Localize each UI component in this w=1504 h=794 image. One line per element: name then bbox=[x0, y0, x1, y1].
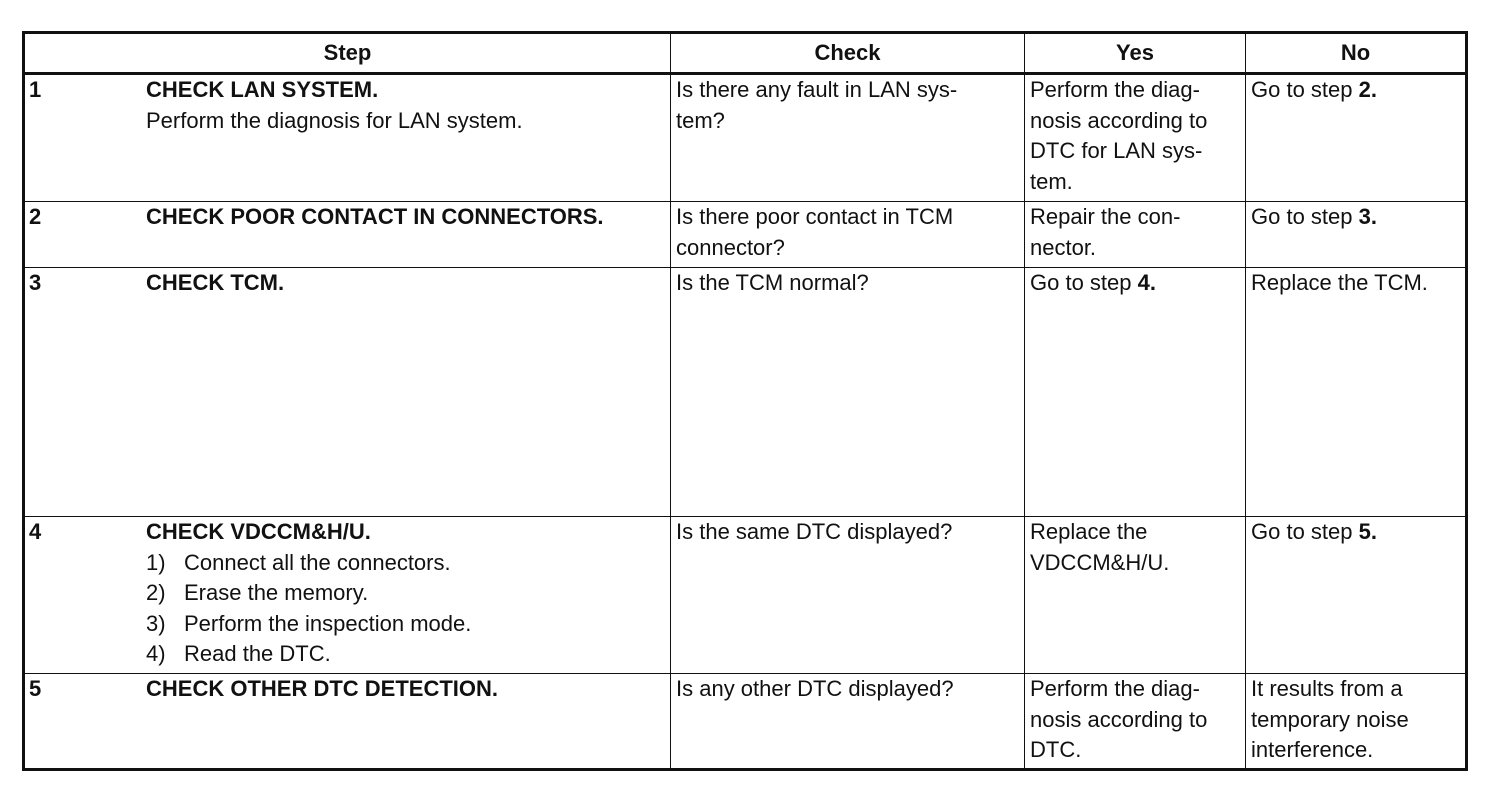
yes-cell: Replace the VDCCM&H/U. bbox=[1025, 517, 1246, 674]
substep-text: Erase the memory. bbox=[184, 580, 369, 605]
header-yes: Yes bbox=[1025, 33, 1246, 74]
no-cell bbox=[1246, 517, 1467, 674]
substep-text: Connect all the connectors. bbox=[184, 549, 451, 575]
table-row bbox=[24, 674, 1467, 770]
no-step-ref: 2. bbox=[1358, 77, 1377, 102]
table-row bbox=[24, 517, 1467, 674]
header-no: No bbox=[1246, 33, 1467, 74]
table-header-row bbox=[24, 33, 1467, 74]
step-cell bbox=[24, 74, 671, 202]
table-row bbox=[24, 202, 1467, 268]
step-number: 4 bbox=[29, 519, 42, 544]
list-item bbox=[146, 548, 666, 579]
check-cell: Is any other DTC displayed? bbox=[671, 674, 1025, 770]
yes-cell: Perform the diag- nosis according to DTC for LAN sys- tem. bbox=[1025, 74, 1246, 202]
no-text: Go to step bbox=[1251, 519, 1359, 544]
step-cell bbox=[24, 517, 671, 674]
substep-number: 3) bbox=[146, 610, 166, 636]
step-cell bbox=[24, 674, 671, 770]
step-title: CHECK LAN SYSTEM. bbox=[146, 77, 379, 102]
substep-number: 4) bbox=[146, 641, 166, 666]
list-item bbox=[146, 639, 666, 670]
no-cell: It results from a temporary noise interference. bbox=[1246, 674, 1467, 770]
yes-step-ref: 4. bbox=[1137, 270, 1156, 295]
step-number: 3 bbox=[29, 270, 42, 295]
header-check: Check bbox=[671, 33, 1025, 74]
header-step: Step bbox=[24, 33, 671, 74]
no-cell bbox=[1246, 74, 1467, 202]
yes-cell: Repair the con- nector. bbox=[1025, 202, 1246, 268]
step-number: 2 bbox=[29, 204, 42, 229]
check-cell: Is the TCM normal? bbox=[671, 268, 1025, 517]
no-step-ref: 5. bbox=[1358, 519, 1377, 544]
step-description: Perform the diagnosis for LAN system. bbox=[146, 107, 523, 133]
yes-cell: Perform the diag- nosis according to DTC. bbox=[1025, 674, 1246, 770]
no-cell: Replace the TCM. bbox=[1246, 268, 1467, 517]
check-cell: Is there poor contact in TCM connector? bbox=[671, 202, 1025, 268]
no-cell bbox=[1246, 202, 1467, 268]
step-title: CHECK TCM. bbox=[146, 270, 285, 295]
step-title: CHECK POOR CONTACT IN CONNECTORS. bbox=[146, 204, 604, 229]
step-cell bbox=[24, 202, 671, 268]
check-cell: Is the same DTC displayed? bbox=[671, 517, 1025, 674]
diagnosis-table bbox=[22, 31, 1468, 771]
step-number: 1 bbox=[29, 77, 42, 102]
yes-cell bbox=[1025, 268, 1246, 517]
no-step-ref: 3. bbox=[1358, 204, 1377, 229]
step-cell bbox=[24, 268, 671, 517]
table-row bbox=[24, 268, 1467, 517]
substep-number: 1) bbox=[146, 549, 166, 575]
substep-list bbox=[146, 548, 666, 670]
substep-number: 2) bbox=[146, 580, 166, 605]
table-row bbox=[24, 74, 1467, 202]
step-number: 5 bbox=[29, 676, 42, 701]
list-item bbox=[146, 578, 666, 609]
substep-text: Perform the inspection mode. bbox=[184, 610, 472, 636]
check-cell: Is there any fault in LAN sys- tem? bbox=[671, 74, 1025, 202]
step-title: CHECK VDCCM&H/U. bbox=[146, 519, 371, 544]
substep-text: Read the DTC. bbox=[184, 641, 331, 666]
list-item bbox=[146, 609, 666, 640]
step-title: CHECK OTHER DTC DETECTION. bbox=[146, 676, 498, 701]
yes-text: Go to step bbox=[1030, 270, 1138, 295]
no-text: Go to step bbox=[1251, 77, 1359, 102]
no-text: Go to step bbox=[1251, 204, 1359, 229]
